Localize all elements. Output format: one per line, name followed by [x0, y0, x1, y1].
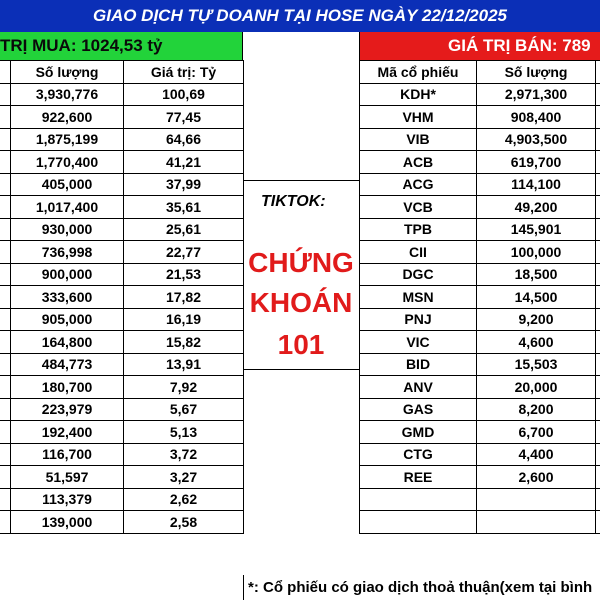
- buy-cell: [0, 218, 11, 241]
- buy-cell: 5,13: [124, 421, 244, 444]
- sell-cell: [360, 488, 477, 511]
- buy-cell: 17,82: [124, 286, 244, 309]
- sell-cell: CII: [360, 241, 477, 264]
- sell-cell: [596, 196, 600, 219]
- table-row: [360, 196, 600, 219]
- buy-cell: [0, 488, 11, 511]
- buy-cell: 77,45: [124, 106, 244, 129]
- buy-column-header: Số lượng: [11, 61, 124, 84]
- buy-cell: 905,000: [11, 308, 124, 331]
- buy-header-row: [0, 61, 244, 84]
- table-row: [0, 106, 244, 129]
- buy-cell: 116,700: [11, 443, 124, 466]
- buy-cell: [0, 398, 11, 421]
- sell-cell: 8,200: [477, 398, 596, 421]
- sell-cell: VCB: [360, 196, 477, 219]
- buy-cell: [0, 263, 11, 286]
- sell-cell: REE: [360, 466, 477, 489]
- sell-cell: ACB: [360, 151, 477, 174]
- buy-cell: 35,61: [124, 196, 244, 219]
- table-row: [360, 151, 600, 174]
- buy-cell: 100,69: [124, 83, 244, 106]
- buy-cell: 1,875,199: [11, 128, 124, 151]
- buy-cell: 3,72: [124, 443, 244, 466]
- sell-cell: 15,503: [477, 353, 596, 376]
- sell-cell: [596, 83, 600, 106]
- table-row: [0, 83, 244, 106]
- sell-cell: CTG: [360, 443, 477, 466]
- table-row: [0, 511, 244, 534]
- buy-cell: [0, 83, 11, 106]
- sell-cell: 4,903,500: [477, 128, 596, 151]
- sell-cell: 9,200: [477, 308, 596, 331]
- table-row: [0, 353, 244, 376]
- sell-cell: 4,600: [477, 331, 596, 354]
- buy-cell: 192,400: [11, 421, 124, 444]
- buy-cell: [0, 196, 11, 219]
- sell-cell: VHM: [360, 106, 477, 129]
- sell-cell: [596, 376, 600, 399]
- table-row: [0, 308, 244, 331]
- buy-cell: 16,19: [124, 308, 244, 331]
- sell-total-header: GIÁ TRỊ BÁN: 789: [359, 32, 600, 60]
- table-row: [360, 83, 600, 106]
- table-row: [0, 398, 244, 421]
- sell-cell: 2,971,300: [477, 83, 596, 106]
- buy-cell: 333,600: [11, 286, 124, 309]
- sell-cell: ANV: [360, 376, 477, 399]
- sell-cell: KDH*: [360, 83, 477, 106]
- sell-cell: 619,700: [477, 151, 596, 174]
- sell-column-header: Số lượng: [477, 61, 596, 84]
- table-row: [0, 421, 244, 444]
- table-row: [360, 331, 600, 354]
- buy-cell: 25,61: [124, 218, 244, 241]
- buy-cell: 484,773: [11, 353, 124, 376]
- sell-cell: [596, 286, 600, 309]
- sell-cell: DGC: [360, 263, 477, 286]
- sell-cell: [596, 151, 600, 174]
- buy-cell: 21,53: [124, 263, 244, 286]
- sell-cell: [596, 331, 600, 354]
- sell-cell: [596, 353, 600, 376]
- buy-cell: 922,600: [11, 106, 124, 129]
- buy-cell: 930,000: [11, 218, 124, 241]
- sell-cell: ACG: [360, 173, 477, 196]
- sell-cell: [360, 511, 477, 534]
- buy-cell: [0, 151, 11, 174]
- sell-cell: [596, 173, 600, 196]
- table-row: [0, 331, 244, 354]
- table-row: [0, 173, 244, 196]
- buy-cell: [0, 331, 11, 354]
- buy-cell: 5,67: [124, 398, 244, 421]
- tiktok-label: TIKTOK:: [261, 193, 326, 210]
- sell-cell: [596, 443, 600, 466]
- buy-cell: 41,21: [124, 151, 244, 174]
- table-row: [360, 173, 600, 196]
- sell-cell: [596, 511, 600, 534]
- buy-cell: 113,379: [11, 488, 124, 511]
- promo-divider-top: [243, 180, 359, 181]
- buy-cell: 3,930,776: [11, 83, 124, 106]
- buy-column-header: Giá trị: Tỷ: [124, 61, 244, 84]
- buy-cell: [0, 443, 11, 466]
- sell-cell: 114,100: [477, 173, 596, 196]
- table-row: [360, 421, 600, 444]
- sell-header-row: [360, 61, 600, 84]
- sell-cell: [596, 218, 600, 241]
- sell-cell: 14,500: [477, 286, 596, 309]
- sell-cell: 908,400: [477, 106, 596, 129]
- sell-cell: 4,400: [477, 443, 596, 466]
- sell-cell: BID: [360, 353, 477, 376]
- sell-cell: [596, 421, 600, 444]
- buy-cell: [0, 173, 11, 196]
- buy-cell: [0, 353, 11, 376]
- table-row: [0, 151, 244, 174]
- table-row: [360, 241, 600, 264]
- sell-cell: [596, 488, 600, 511]
- table-row: [360, 376, 600, 399]
- buy-cell: [0, 128, 11, 151]
- sell-cell: MSN: [360, 286, 477, 309]
- buy-cell: 3,27: [124, 466, 244, 489]
- sell-cell: 145,901: [477, 218, 596, 241]
- buy-cell: 223,979: [11, 398, 124, 421]
- table-row: [360, 466, 600, 489]
- table-row: [360, 218, 600, 241]
- buy-cell: 7,92: [124, 376, 244, 399]
- buy-cell: 64,66: [124, 128, 244, 151]
- buy-cell: [0, 376, 11, 399]
- buy-cell: 1,017,400: [11, 196, 124, 219]
- sell-cell: [596, 466, 600, 489]
- sell-cell: [596, 263, 600, 286]
- sell-cell: [477, 488, 596, 511]
- sell-cell: VIC: [360, 331, 477, 354]
- sell-cell: 20,000: [477, 376, 596, 399]
- buy-cell: 13,91: [124, 353, 244, 376]
- buy-cell: [0, 106, 11, 129]
- table-row: [360, 286, 600, 309]
- sell-cell: [596, 398, 600, 421]
- page-title: GIAO DỊCH TỰ DOANH TẠI HOSE NGÀY 22/12/2025: [0, 0, 600, 32]
- table-row: [360, 353, 600, 376]
- table-row: [0, 128, 244, 151]
- sell-column-header: Mã cổ phiếu: [360, 61, 477, 84]
- sell-cell: [477, 511, 596, 534]
- sell-cell: [596, 241, 600, 264]
- table-row: [0, 241, 244, 264]
- buy-cell: 736,998: [11, 241, 124, 264]
- buy-column-header: [0, 61, 11, 84]
- buy-cell: 139,000: [11, 511, 124, 534]
- table-row: [360, 106, 600, 129]
- buy-cell: [0, 286, 11, 309]
- sell-cell: [596, 308, 600, 331]
- table-row: [0, 218, 244, 241]
- sell-cell: GMD: [360, 421, 477, 444]
- table-row: [360, 511, 600, 534]
- buy-total-header: TRỊ MUA: 1024,53 tỷ: [0, 32, 243, 60]
- table-row: [360, 128, 600, 151]
- buy-cell: 900,000: [11, 263, 124, 286]
- sell-cell: 2,600: [477, 466, 596, 489]
- table-row: [0, 286, 244, 309]
- buy-cell: [0, 466, 11, 489]
- brand-line-3: 101: [277, 329, 325, 360]
- sell-cell: 6,700: [477, 421, 596, 444]
- table-row: [0, 488, 244, 511]
- buy-cell: 15,82: [124, 331, 244, 354]
- table-row: [0, 376, 244, 399]
- sell-cell: 100,000: [477, 241, 596, 264]
- promo-divider-bottom: [243, 369, 359, 370]
- buy-cell: 2,58: [124, 511, 244, 534]
- buy-cell: 405,000: [11, 173, 124, 196]
- buy-cell: 1,770,400: [11, 151, 124, 174]
- buy-cell: [0, 511, 11, 534]
- sell-table: [359, 60, 600, 534]
- buy-table: [0, 60, 244, 534]
- table-row: [360, 308, 600, 331]
- table-row: [0, 466, 244, 489]
- buy-cell: 51,597: [11, 466, 124, 489]
- footnote: *: Cổ phiếu có giao dịch thoả thuận(xem tại bình: [243, 575, 600, 600]
- buy-cell: [0, 421, 11, 444]
- table-row: [360, 398, 600, 421]
- sell-cell: [596, 128, 600, 151]
- brand-line-2: KHOÁN: [249, 287, 353, 318]
- promo-panel: [243, 60, 359, 600]
- brand-line-1: CHỨNG: [248, 247, 354, 278]
- buy-cell: [0, 308, 11, 331]
- buy-cell: 37,99: [124, 173, 244, 196]
- buy-cell: 22,77: [124, 241, 244, 264]
- sell-cell: 18,500: [477, 263, 596, 286]
- sell-column-header: [596, 61, 600, 84]
- sell-cell: VIB: [360, 128, 477, 151]
- sell-cell: [596, 106, 600, 129]
- table-row: [360, 488, 600, 511]
- sell-cell: GAS: [360, 398, 477, 421]
- table-row: [0, 196, 244, 219]
- buy-cell: 2,62: [124, 488, 244, 511]
- table-row: [0, 443, 244, 466]
- sell-cell: TPB: [360, 218, 477, 241]
- buy-cell: 180,700: [11, 376, 124, 399]
- buy-cell: 164,800: [11, 331, 124, 354]
- table-row: [360, 443, 600, 466]
- sell-cell: PNJ: [360, 308, 477, 331]
- sell-cell: 49,200: [477, 196, 596, 219]
- buy-cell: [0, 241, 11, 264]
- table-row: [0, 263, 244, 286]
- table-row: [360, 263, 600, 286]
